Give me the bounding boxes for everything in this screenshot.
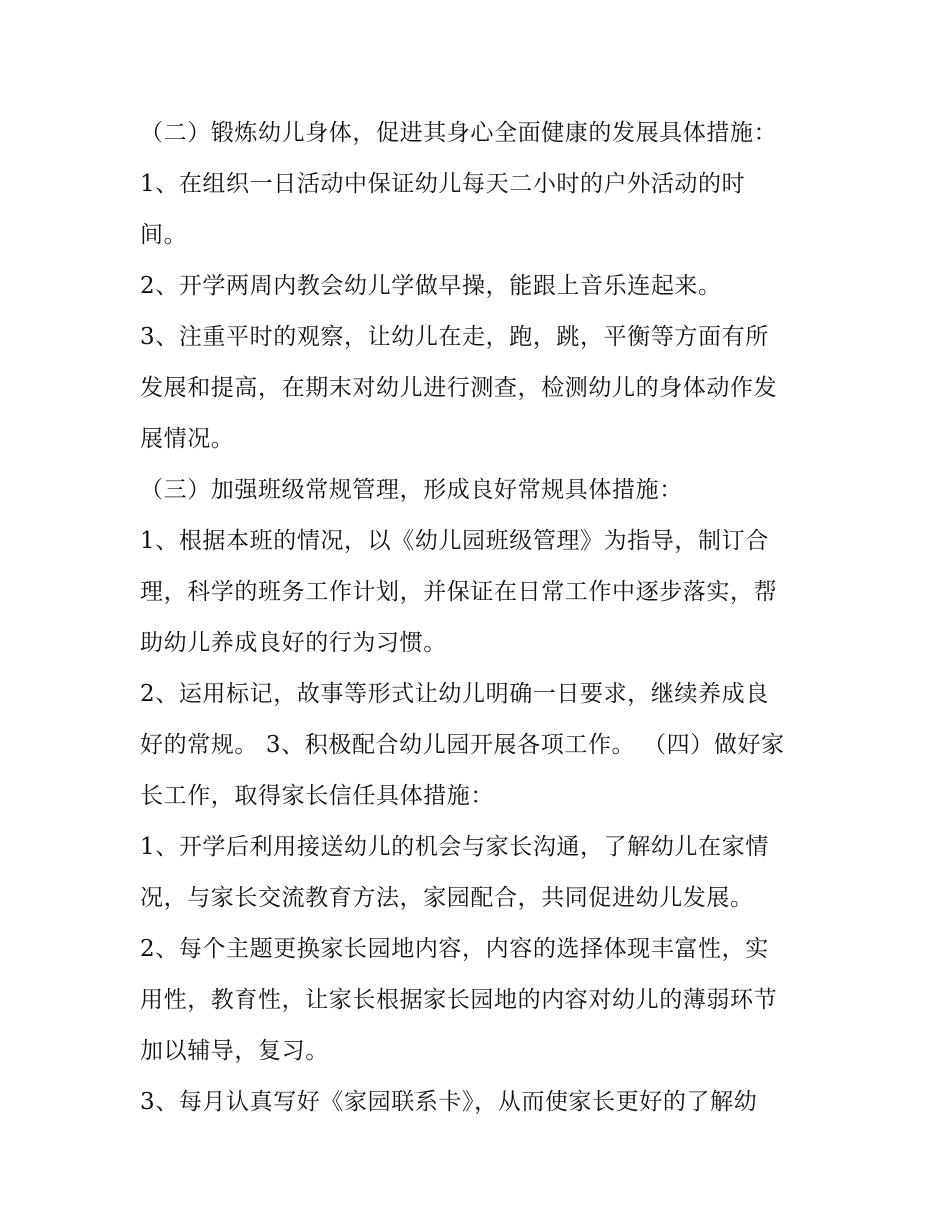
text-line: 展情况。 <box>140 426 235 452</box>
text-line: 2、每个主题更换家长园地内容，内容的选择体现丰富性，实 <box>140 936 769 962</box>
text-line: 长工作，取得家长信任具体措施： <box>140 783 494 809</box>
text-line: 1、在组织一日活动中保证幼儿每天二小时的户外活动的时 <box>140 171 746 197</box>
text-line: 用性，教育性，让家长根据家长园地的内容对幼儿的薄弱环节 <box>140 987 778 1013</box>
text-line: 加以辅导，复习。 <box>140 1038 329 1064</box>
text-line: 况，与家长交流教育方法，家园配合，共同促进幼儿发展。 <box>140 885 754 911</box>
text-line: （二）锻炼幼儿身体，促进其身心全面健康的发展具体措施： <box>140 120 778 146</box>
text-line: 2、运用标记，故事等形式让幼儿明确一日要求，继续养成良 <box>140 681 769 707</box>
text-line: 3、每月认真写好《家园联系卡》，从而使家长更好的了解幼 <box>140 1089 758 1115</box>
text-line: 1、根据本班的情况，以《幼儿园班级管理》为指导，制订合 <box>140 528 769 554</box>
text-line: 发展和提高，在期末对幼儿进行测查，检测幼儿的身体动作发 <box>140 375 778 401</box>
text-line: 1、开学后利用接送幼儿的机会与家长沟通，了解幼儿在家情 <box>140 834 769 860</box>
text-line: 助幼儿养成良好的行为习惯。 <box>140 630 447 656</box>
document-body <box>140 108 820 1128</box>
text-line: 好的常规。 3、积极配合幼儿园开展各项工作。 （四）做好家 <box>140 732 785 758</box>
text-line: 理，科学的班务工作计划，并保证在日常工作中逐步落实，帮 <box>140 579 778 605</box>
text-line: 3、注重平时的观察，让幼儿在走，跑，跳，平衡等方面有所 <box>140 324 769 350</box>
text-line: （三）加强班级常规管理，形成良好常规具体措施： <box>140 477 683 503</box>
text-line: 间。 <box>140 222 188 248</box>
text-line: 2、开学两周内教会幼儿学做早操，能跟上音乐连起来。 <box>140 273 722 299</box>
